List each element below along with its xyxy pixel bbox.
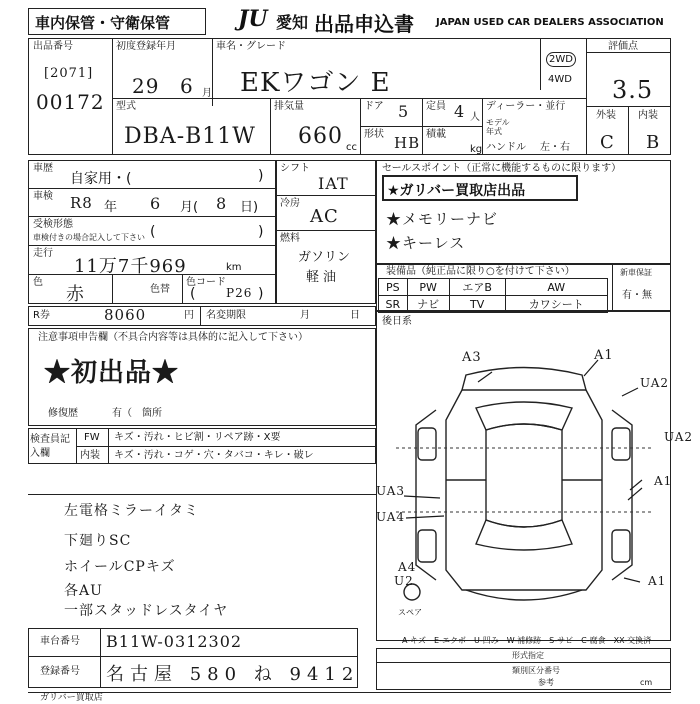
- color-code-value: P26: [226, 286, 253, 300]
- load-unit: kg: [470, 144, 483, 155]
- storage-box: [28, 8, 206, 35]
- first-reg-month-unit: 月: [202, 88, 212, 99]
- fuel-diesel: 軽油: [306, 270, 341, 285]
- capacity-label: 定員: [426, 101, 446, 112]
- after-reg-label: 後日系: [382, 316, 412, 327]
- plate-value: 名古屋 580 ね 9412: [106, 664, 360, 685]
- mark-u2: U2: [394, 574, 414, 588]
- doors-label: ドア: [364, 101, 384, 112]
- color-code-open: (: [190, 286, 196, 302]
- capacity-value: 4: [454, 102, 466, 121]
- inspection-label: 車検: [33, 191, 53, 202]
- selling-label: セールスポイント（正常に機能するものに限ります）: [382, 163, 622, 174]
- dealer-label: ディーラー・並行: [486, 101, 566, 112]
- shape-label: 形状: [364, 129, 384, 140]
- rating-value: 3.5: [612, 76, 654, 104]
- displacement-label: 排気量: [274, 101, 304, 112]
- selling-banner: ★ガリバー買取店出品: [382, 175, 578, 201]
- equip-aw: AW: [505, 279, 607, 296]
- ac-value: AC: [310, 206, 339, 227]
- receipt-open: (: [150, 224, 156, 240]
- equip-tv: TV: [449, 296, 505, 313]
- first-reg-year: 29: [132, 74, 160, 98]
- hand-note-5: 一部スタッドレスタイヤ: [64, 603, 229, 619]
- model-name-value: EKワゴン E: [240, 68, 391, 98]
- handle-options: 左・右: [540, 142, 570, 153]
- association-name: JAPAN USED CAR DEALERS ASSOCIATION: [436, 17, 664, 28]
- color-code-label: 色コード: [186, 277, 226, 288]
- shape-value: HB: [394, 134, 421, 152]
- mark-ua2-upper: UA2: [640, 376, 670, 390]
- repaint-label: 色替: [150, 284, 170, 295]
- selling-note-2: ★キーレス: [386, 234, 466, 252]
- receipt-label: 受検形態: [33, 219, 73, 230]
- history-close: ): [258, 168, 264, 184]
- equipment-table: [378, 278, 608, 313]
- capacity-unit: 人: [470, 112, 480, 123]
- spare-label: スペア: [398, 608, 422, 617]
- recycle-frame: [28, 306, 376, 326]
- inspection-month-value: 6: [150, 194, 162, 213]
- color-value: 赤: [66, 284, 85, 305]
- load-label: 積載: [426, 129, 446, 140]
- mileage-unit: km: [226, 262, 242, 273]
- inspection-era: R8: [70, 194, 93, 212]
- inspector-fw: FW: [84, 432, 100, 443]
- recycle-value: 8060: [104, 306, 147, 324]
- lot-number: 00172: [36, 90, 105, 114]
- history-label: 車歴: [33, 163, 53, 174]
- model-name-label: 車名・グレード: [216, 41, 286, 52]
- exterior-label: 外装: [596, 110, 616, 121]
- history-value: 自家用・(: [70, 171, 132, 187]
- cm-label: cm: [640, 678, 653, 687]
- equip-navi: ナビ: [407, 296, 449, 313]
- receipt-note: 車検付きの場合記入して下さい: [33, 233, 145, 242]
- equip-sr: SR: [379, 296, 408, 313]
- rating-label: 評価点: [608, 41, 638, 52]
- inspector-fw-items: キズ・汚れ・ヒビ割・リペア跡・X要: [114, 432, 281, 443]
- drive-2wd: 2WD: [546, 52, 576, 67]
- recycle-label: R券: [33, 310, 50, 321]
- chassis-label: 車台番号: [40, 636, 80, 647]
- notes-content: ★初出品★: [44, 358, 180, 388]
- fuel-gasoline: ガソリン: [298, 250, 351, 265]
- inspection-day-unit: 日): [240, 200, 259, 215]
- model-year-label: モデル年式: [486, 118, 510, 136]
- new-warranty-options: 有・無: [622, 290, 652, 301]
- inspector-interior-items: キズ・汚れ・コゲ・穴・タバコ・キレ・破レ: [114, 450, 314, 461]
- mark-a3: A3: [462, 350, 482, 365]
- handle-label: ハンドル: [486, 142, 526, 153]
- displacement-value: 660: [298, 124, 343, 149]
- equipment-label: 装備品（純正品に限り○を付けて下さい）: [386, 266, 575, 277]
- doors-value: 5: [398, 102, 410, 121]
- mark-ua2-right: UA2: [664, 430, 694, 444]
- hand-note-4: 各AU: [64, 583, 103, 599]
- type-value: DBA-B11W: [124, 124, 256, 149]
- mark-a1-bottom: A1: [648, 574, 667, 588]
- place-name: 愛知: [276, 13, 309, 32]
- hand-note-2: 下廻りSC: [64, 533, 132, 549]
- inspection-year-unit: 年: [104, 200, 118, 215]
- inspection-day-value: 8: [216, 194, 228, 213]
- repair-value: 有（ 箇所: [112, 408, 162, 419]
- hand-note-1: 左電格ミラーイタミ: [64, 503, 199, 519]
- exterior-grade: C: [600, 132, 615, 153]
- first-reg-label: 初度登録年月: [116, 41, 176, 52]
- ref-label: 参考: [538, 678, 554, 687]
- notes-label: 注意事項申告欄（不具合内容等は具体的に記入して下さい）: [38, 332, 308, 343]
- plate-label: 登録番号: [40, 666, 80, 677]
- storage-label: 車内保管・守衛保管: [35, 14, 171, 32]
- classification-label: 類別区分番号: [512, 666, 560, 675]
- mark-ua4: UA4: [376, 510, 406, 524]
- mark-a4: A4: [398, 560, 417, 574]
- lot-bracket: [2071]: [44, 66, 94, 81]
- first-reg-month: 6: [180, 74, 194, 98]
- footer-text: ガリバー買取店: [40, 693, 103, 703]
- owner-reg-month: 月: [300, 310, 310, 321]
- shift-label: シフト: [280, 163, 310, 174]
- selling-note-1: ★メモリーナビ: [386, 210, 499, 228]
- mileage-value: 11万7千969: [74, 256, 187, 277]
- shift-value: IAT: [318, 174, 349, 193]
- form-title: 出品申込書: [314, 12, 414, 36]
- inspector-label: 検査員記入欄: [30, 434, 70, 459]
- interior-grade: B: [646, 132, 661, 153]
- color-code-close: ): [258, 286, 264, 302]
- equip-pw: PW: [407, 279, 449, 296]
- equip-ps: PS: [379, 279, 408, 296]
- equip-leather: カワシート: [505, 296, 607, 313]
- fuel-label: 燃料: [280, 233, 300, 244]
- ju-logo: JU: [238, 6, 268, 32]
- inspection-month-unit: 月(: [180, 200, 199, 215]
- owner-reg-day: 日: [350, 310, 360, 321]
- color-label: 色: [33, 277, 43, 288]
- new-warranty-label: 新車保証: [620, 268, 652, 277]
- mark-ua3: UA3: [376, 484, 406, 498]
- chassis-value: B11W-0312302: [106, 632, 243, 651]
- car-diagram: [376, 330, 671, 630]
- owner-reg-label: 名変期限: [206, 310, 246, 321]
- equip-airbag: エアB: [449, 279, 505, 296]
- drive-4wd: 4WD: [548, 74, 572, 85]
- mileage-label: 走行: [33, 248, 53, 259]
- ac-label: 冷房: [280, 198, 300, 209]
- lot-label: 出品番号: [33, 41, 73, 52]
- recycle-unit: 円: [184, 310, 194, 321]
- type-designation-label: 形式指定: [512, 651, 544, 660]
- inspector-interior: 内装: [80, 450, 100, 461]
- receipt-close: ): [258, 224, 264, 240]
- type-label: 型式: [116, 101, 136, 112]
- displacement-unit: cc: [346, 142, 357, 153]
- mark-a1-right: A1: [654, 474, 673, 488]
- damage-legend: A-キズ E-エクボ U-凹み W-補修跡 S-サビ C-腐食 XX-交換済: [402, 636, 652, 645]
- repair-label: 修復歴: [48, 408, 78, 419]
- mark-a1-top: A1: [594, 348, 614, 363]
- interior-label: 内装: [638, 110, 658, 121]
- hand-note-3: ホイールCPキズ: [64, 559, 176, 575]
